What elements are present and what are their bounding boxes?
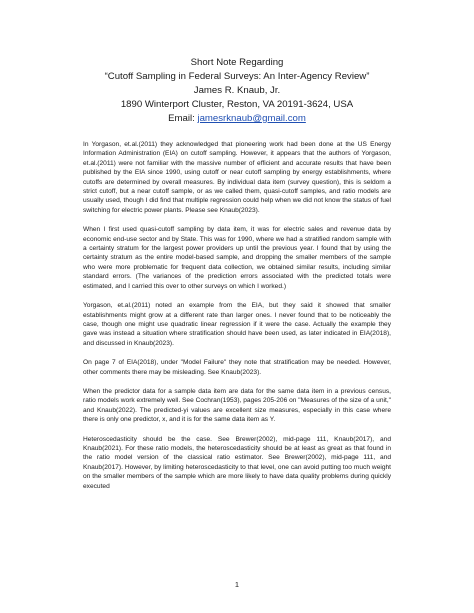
title-line-1: Short Note Regarding [190,57,284,68]
email-label: Email: [168,113,195,124]
paragraph-5: When the predictor data for a sample data item are data for the same data item in a previous census, ratio models work extremely well. See Cochran(1953), pages 205-206 on "Measures of the size of a unit," and Knaub(2022). The predicted-yi values are excellent size measures, especially in this case where there is only one predictor, x, and it is for the same data item as Y. [83,387,391,424]
paragraph-1: In Yorgason, et.al.(2011) they acknowledged that pioneering work had been done at the US Energy Information Administration (EIA) on cutoff sampling. However, it appears that the authors of Yorgason, et.al.(2011) were not familiar with the massive number of efficient and accurate results that have been published by the EIA since 1990, using cutoff or near cutoff sampling by energy establishments, where cutoffs are determined by overall measures. By individual data item (survey question), this is seldom a strict cutoff, but a near cutoff sample, or as we called them, quasi-cutoff samples, and ratio models are usually used, though I did find that multiple regression could help when we did not know the status of fuel switching for electric power plants. Please see Knaub(2023). [83,141,391,214]
page-number: 1 [234,580,240,589]
author-address: 1890 Winterport Cluster, Reston, VA 20191-3624, USA [120,99,354,110]
paragraph-6: Heteroscedasticity should be the case. See Brewer(2002), mid-page 111, Knaub(2017), and Knaub(2021). For these ratio models, the heteroscedasticity should be at least as great as that found in the ratio model version of the classical ratio estimator. See Brewer(2002), mid-page 111, and Knaub(2017). However, by limiting heteroscedasticity to that level, one can avoid putting too much weight on the smaller members of the sample which are more likely to have data quality problems during quickly executed [83,435,391,490]
document-header [0,56,474,126]
paragraph-2: When I first used quasi-cutoff sampling by data item, it was for electric sales and revenue data by economic end-use sector and by State. This was for 1990, where we had a stratified random sample with a certainty stratum for the largest power providers up until the previous year. I found that by using the certainty stratum as the entire model-based sample, and dropping the smaller members of the sample who were more problematic for frequent data collection, we obtained similar results, including similar standard errors. (The variances of the prediction errors associated with the predicted totals were estimated, and I carried this over to other surveys on which I worked.) [83,226,391,290]
document-body [83,140,391,501]
email-link[interactable]: jamesrknaub@gmail.com [197,113,306,124]
paragraph-4: On page 7 of EIA(2018), under "Model Failure" they note that stratification may be needed. However, other comments there may be misleading. See Knaub(2023). [83,359,391,376]
title-line-2: “Cutoff Sampling in Federal Surveys: An Inter-Agency Review” [104,71,370,82]
paragraph-3: Yorgason, et.al.(2011) noted an example from the EIA, but they said it showed that smaller establishments might grow at a different rate than larger ones. I never found that to be noticeably the case, though one might use quadratic linear regression if it were the case. Actually the example they gave was instead a situation where stratification should have been used, as later indicated in EIA(2018), and discussed in Knaub(2023). [83,302,391,347]
email-line [0,112,474,126]
author-name: James R. Knaub, Jr. [193,85,281,96]
